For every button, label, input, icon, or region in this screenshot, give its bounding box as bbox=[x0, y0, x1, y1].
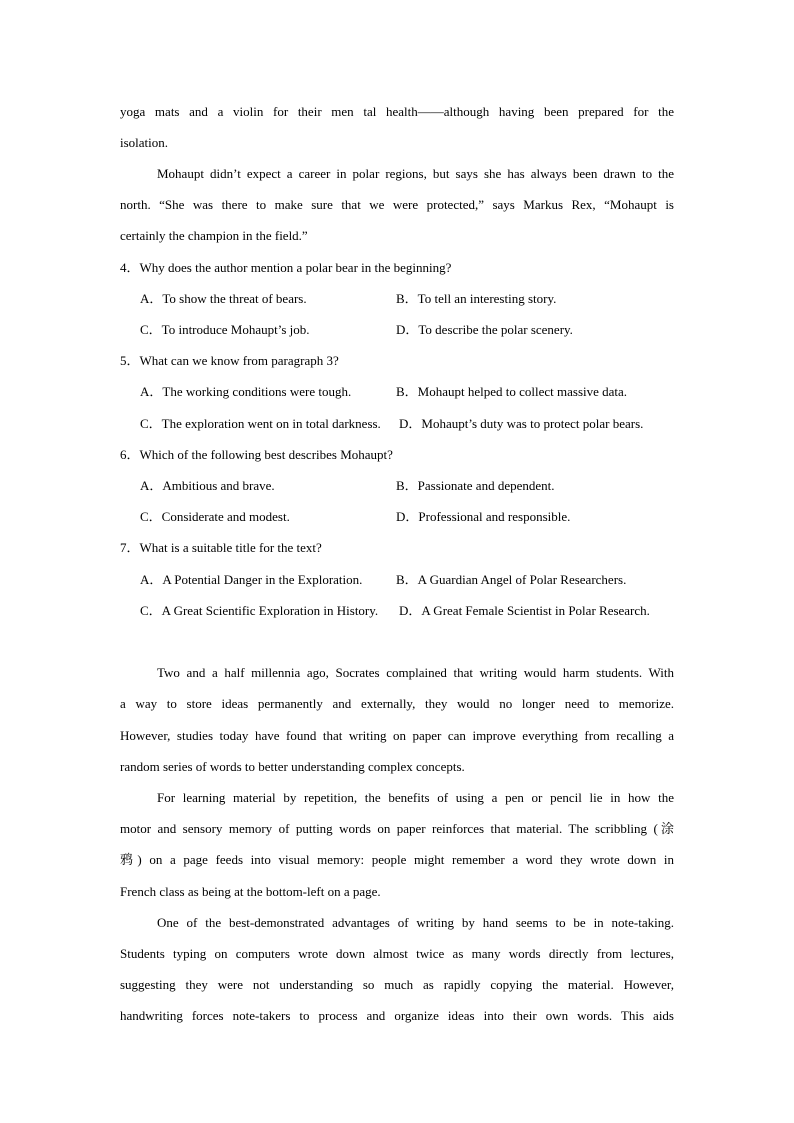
question-6-stem: 6．Which of the following best describes Mohaupt? bbox=[120, 447, 393, 462]
question-6-option-b: B．Passionate and dependent. bbox=[396, 478, 555, 493]
question-5-option-d: D．Mohaupt’s duty was to protect polar bears. bbox=[399, 416, 644, 431]
passage-c-p1-line-1: yoga mats and a violin for their men tal health——although having been prepared for the bbox=[120, 104, 674, 119]
question-6-option-a: A．Ambitious and brave. bbox=[140, 478, 275, 493]
question-5-option-c: C．The exploration went on in total darkness. bbox=[140, 416, 381, 431]
question-4-option-b: B．To tell an interesting story. bbox=[396, 291, 557, 306]
passage-c-p2-line-1: Mohaupt didn’t expect a career in polar regions, but says she has always been drawn to the bbox=[157, 166, 674, 181]
passage-d-p2-line-4: French class as being at the bottom-left on a page. bbox=[120, 884, 381, 899]
passage-d-p3-line-1: One of the best-demonstrated advantages of writing by hand seems to be in note-taking. bbox=[157, 915, 674, 930]
passage-d-p2-line-1: For learning material by repetition, the benefits of using a pen or pencil lie in how the bbox=[157, 790, 674, 805]
question-7-option-a: A．A Potential Danger in the Exploration. bbox=[140, 572, 363, 587]
question-6-option-c: C．Considerate and modest. bbox=[140, 509, 290, 524]
question-4-option-a: A．To show the threat of bears. bbox=[140, 291, 307, 306]
question-5-option-b: B．Mohaupt helped to collect massive data. bbox=[396, 384, 628, 399]
question-7-option-d: D．A Great Female Scientist in Polar Research. bbox=[399, 603, 650, 618]
passage-d-p3-line-2: Students typing on computers wrote down almost twice as many words directly from lectures, bbox=[120, 946, 674, 961]
passage-d-p2-line-3: 鸦) on a page feeds into visual memory: people might remember a word they wrote down in bbox=[120, 852, 674, 867]
question-4-option-c: C．To introduce Mohaupt’s job. bbox=[140, 322, 310, 337]
passage-d-p2-line-2: motor and sensory memory of putting words on paper reinforces that material. The scribbling (涂 bbox=[120, 821, 674, 836]
passage-d-p3-line-3: suggesting they were not understanding so much as rapidly copying the material. However, bbox=[120, 977, 674, 992]
question-4-stem: 4．Why does the author mention a polar bear in the beginning? bbox=[120, 260, 452, 275]
question-6-option-d: D．Professional and responsible. bbox=[396, 509, 571, 524]
passage-d-p1-line-3: However, studies today have found that writing on paper can improve everything from recalling a bbox=[120, 728, 674, 743]
question-7-option-c: C．A Great Scientific Exploration in History. bbox=[140, 603, 379, 618]
passage-d-p1-line-1: Two and a half millennia ago, Socrates complained that writing would harm students. With bbox=[157, 665, 674, 680]
passage-d-p1-line-2: a way to store ideas permanently and externally, they would no longer need to memorize. bbox=[120, 696, 674, 711]
question-7-stem: 7．What is a suitable title for the text? bbox=[120, 540, 322, 555]
passage-d-p3-line-4: handwriting forces note-takers to process and organize ideas into their own words. This aids bbox=[120, 1008, 674, 1023]
passage-c-p1-line-2: isolation. bbox=[120, 135, 169, 150]
question-4-option-d: D．To describe the polar scenery. bbox=[396, 322, 573, 337]
question-7-option-b: B．A Guardian Angel of Polar Researchers. bbox=[396, 572, 627, 587]
passage-d-p1-line-4: random series of words to better understanding complex concepts. bbox=[120, 759, 465, 774]
question-5-option-a: A．The working conditions were tough. bbox=[140, 384, 352, 399]
passage-c-p2-line-2: north. “She was there to make sure that we were protected,” says Markus Rex, “Mohaupt is bbox=[120, 197, 674, 212]
question-5-stem: 5．What can we know from paragraph 3? bbox=[120, 353, 339, 368]
passage-c-p2-line-3: certainly the champion in the field.” bbox=[120, 228, 308, 243]
